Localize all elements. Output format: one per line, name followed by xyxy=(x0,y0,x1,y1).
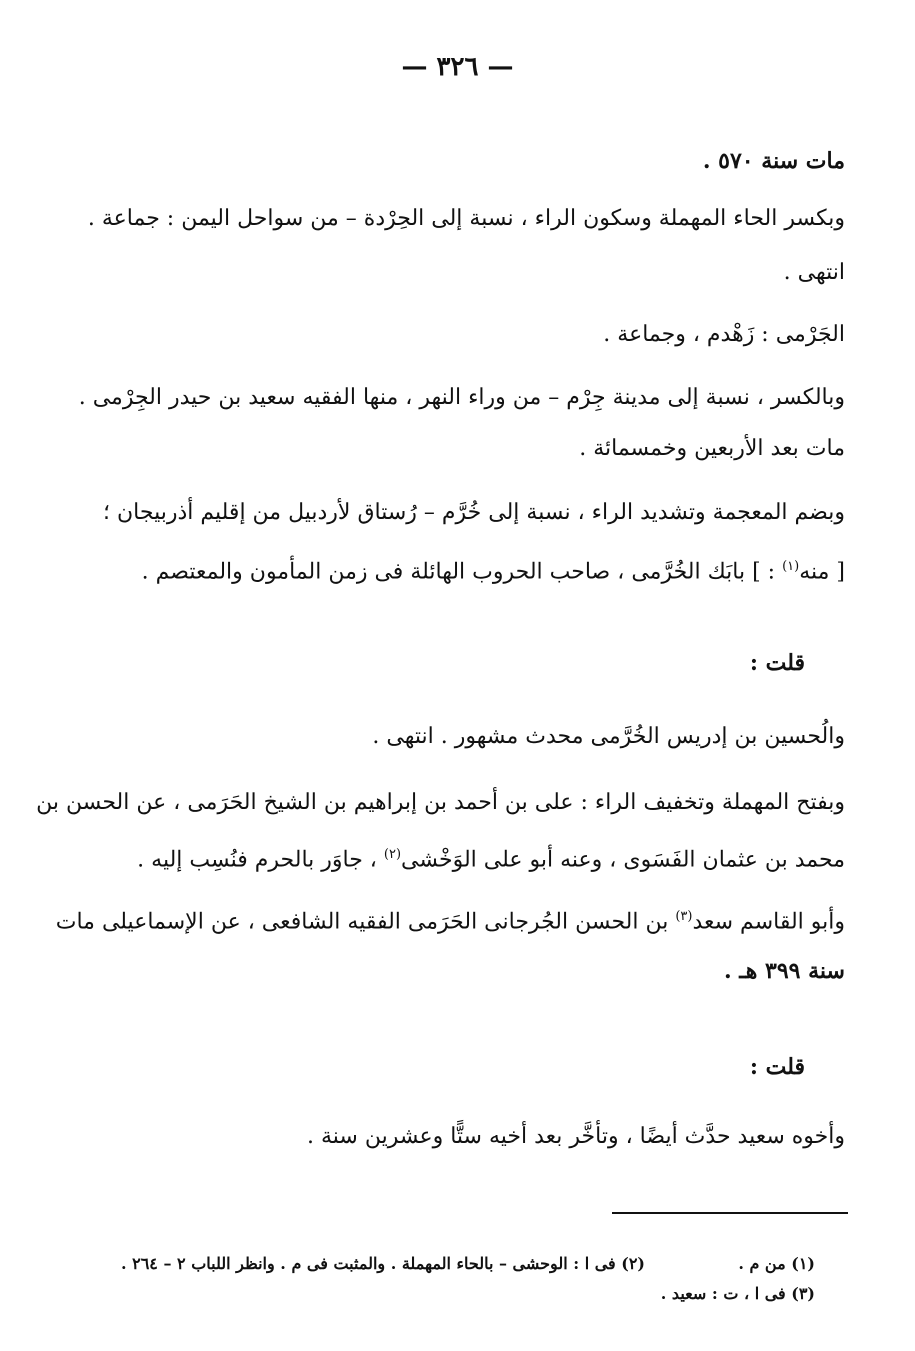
text-line-1: مات سنة ٥٧٠ . xyxy=(702,148,845,174)
text-line-12-end: ، جاوَر بالحرم فنُسِب إليه . xyxy=(137,847,384,873)
section-heading-2: قلت : xyxy=(749,1054,805,1080)
page-number: — ٣٢٦ — xyxy=(401,52,514,82)
footnote-2: (٢) فى ا : الوحشى – بالحاء المهملة . والمثبت فى م . وانظر اللباب ٢ – ٢٦٤ . xyxy=(120,1254,645,1273)
text-line-12 xyxy=(137,840,845,875)
text-line-13-start: وأبو القاسم سعد xyxy=(692,909,845,935)
footnote-ref-1: (١) xyxy=(782,559,800,574)
text-line-4: الجَرْمى : زَهْدم ، وجماعة . xyxy=(603,322,845,347)
text-line-8 xyxy=(142,552,845,587)
text-line-8-start: [ منه xyxy=(799,559,845,585)
text-line-5: وبالكسر ، نسبة إلى مدينة جِرْم – من وراء النهر ، منها الفقيه سعيد بن حيدر الجِرْمى . xyxy=(78,385,845,410)
footnote-1: (١) من م . xyxy=(738,1254,815,1273)
text-line-7: وبضم المعجمة وتشديد الراء ، نسبة إلى خُرَّم – رُستاق لأردبيل من إقليم أذربيجان ؛ xyxy=(103,500,845,525)
text-line-8-end: : ] بابَك الخُرَّمى ، صاحب الحروب الهائلة فى زمن المأمون والمعتصم . xyxy=(141,559,783,585)
footnote-separator xyxy=(612,1212,848,1214)
text-line-2: وبكسر الحاء المهملة وسكون الراء ، نسبة إلى الحِرْدة – من سواحل اليمن : جماعة . xyxy=(87,206,845,231)
text-line-13 xyxy=(55,902,845,937)
text-line-14: سنة ٣٩٩ هـ . xyxy=(723,958,845,984)
text-line-16: وأخوه سعيد حدَّث أيضًا ، وتأخَّر بعد أخيه ستًّا وعشرين سنة . xyxy=(306,1124,845,1149)
text-line-6: مات بعد الأربعين وخمسمائة . xyxy=(579,436,845,461)
text-line-11: وبفتح المهملة وتخفيف الراء : على بن أحمد بن إبراهيم بن الشيخ الحَرَمى ، عن الحسن بن xyxy=(36,790,845,815)
footnote-ref-2: (٢) xyxy=(383,847,402,862)
footnote-3: (٣) فى ا ، ت : سعيد . xyxy=(660,1284,815,1303)
text-line-13-end: بن الحسن الجُرجانى الحَرَمى الفقيه الشافعى ، عن الإسماعيلى مات xyxy=(55,909,676,935)
text-line-10: والُحسين بن إدريس الخُرَّمى محدث مشهور . انتهى . xyxy=(372,724,845,749)
text-line-3: انتهى . xyxy=(783,260,845,285)
text-line-12-start: محمد بن عثمان الفَسَوى ، وعنه أبو على الوَخْشى xyxy=(401,847,845,873)
footnote-ref-3: (٣) xyxy=(675,909,693,924)
section-heading-1: قلت : xyxy=(749,650,805,676)
